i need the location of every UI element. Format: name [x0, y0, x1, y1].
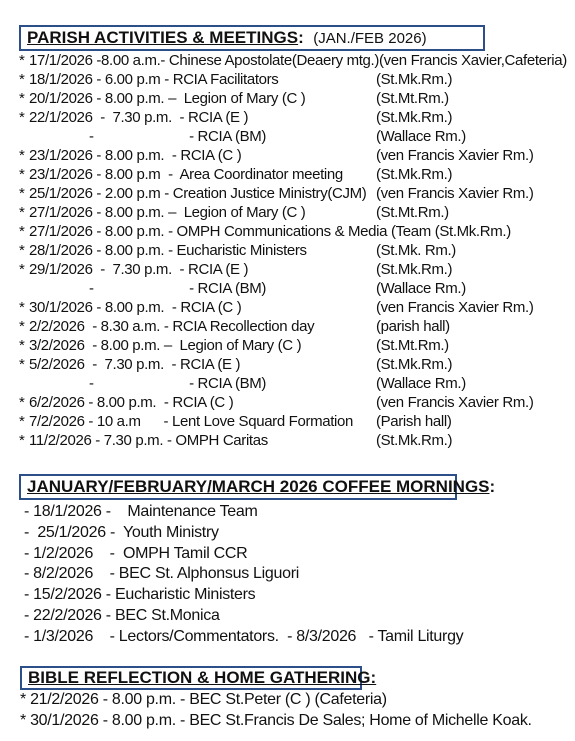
bible-reflection-header: [20, 666, 377, 690]
parish-activity-text: - - RCIA (BM): [89, 280, 267, 297]
parish-activity-room: (ven Francis Xavier Rm.): [376, 147, 534, 164]
bullet-marker: *: [19, 261, 25, 278]
parish-activity-room: (St.Mt.Rm.): [376, 90, 449, 107]
coffee-mornings-header: [19, 474, 496, 500]
bullet-marker: *: [19, 432, 25, 449]
coffee-morning-item: - 1/3/2026 - Lectors/Commentators. - 8/3/2026 - Tamil Liturgy: [24, 627, 464, 645]
parish-activity-room: (St.Mk.Rm.): [376, 432, 453, 449]
parish-activity-text: 17/1/2026 -8.00 a.m.- Chinese Apostolate(Deaery mtg.)(ven Francis Xavier,Cafeteria): [29, 52, 567, 69]
coffee-morning-item: - 15/2/2026 - Eucharistic Ministers: [24, 586, 256, 604]
parish-activity-text: 23/1/2026 - 8.00 p.m - Area Coordinator meeting: [29, 166, 343, 183]
parish-activity-text: 22/1/2026 - 7.30 p.m. - RCIA (E ): [29, 109, 249, 126]
parish-activity-text: 3/2/2026 - 8.00 p.m. – Legion of Mary (C ): [29, 337, 302, 354]
parish-activity-room: (St.Mk.Rm.): [376, 71, 453, 88]
parish-activity-room: (St.Mk.Rm.): [376, 166, 453, 183]
coffee-morning-item: - 1/2/2026 - OMPH Tamil CCR: [24, 544, 248, 562]
parish-activity-text: 27/1/2026 - 8.00 p.m. - OMPH Communications & Media (Team (St.Mk.Rm.): [29, 223, 511, 240]
parish-activity-text: 27/1/2026 - 8.00 p.m. – Legion of Mary (C ): [29, 204, 306, 221]
coffee-morning-item: - 8/2/2026 - BEC St. Alphonsus Liguori: [24, 565, 299, 583]
parish-activity-text: 29/1/2026 - 7.30 p.m. - RCIA (E ): [29, 261, 249, 278]
bullet-marker: *: [19, 394, 25, 411]
bullet-marker: *: [19, 204, 25, 221]
bible-reflection-item: * 21/2/2026 - 8.00 p.m. - BEC St.Peter (C ) (Cafeteria): [20, 691, 387, 708]
coffee-morning-item: - 22/2/2026 - BEC St.Monica: [24, 607, 220, 624]
parish-activity-room: (St.Mt.Rm.): [376, 337, 449, 354]
bullet-marker: *: [19, 166, 25, 183]
parish-activities-period: (JAN./FEB 2026): [313, 30, 427, 47]
bullet-marker: *: [19, 185, 25, 202]
parish-activity-room: (St.Mk.Rm.): [376, 261, 453, 278]
parish-activity-text: 18/1/2026 - 6.00 p.m - RCIA Facilitators: [29, 71, 279, 88]
parish-activity-room: (Wallace Rm.): [376, 375, 466, 392]
parish-activity-text: 28/1/2026 - 8.00 p.m. - Eucharistic Ministers: [29, 242, 307, 259]
bullet-marker: *: [19, 356, 25, 373]
coffee-morning-item: - 25/1/2026 - Youth Ministry: [24, 523, 219, 541]
parish-activity-room: (parish hall): [376, 318, 450, 335]
parish-activity-room: (St.Mt.Rm.): [376, 204, 449, 221]
bullet-marker: *: [19, 90, 25, 107]
parish-activity-text: - - RCIA (BM): [89, 375, 267, 392]
bullet-marker: *: [19, 71, 25, 88]
parish-activity-room: (St.Mk.Rm.): [376, 356, 453, 373]
parish-activity-text: 7/2/2026 - 10 a.m - Lent Love Squard Formation: [29, 413, 354, 430]
parish-activity-text: - - RCIA (BM): [89, 128, 267, 145]
parish-activity-text: 11/2/2026 - 7.30 p.m. - OMPH Caritas: [29, 432, 268, 449]
bullet-marker: *: [19, 413, 25, 430]
parish-activity-text: 30/1/2026 - 8.00 p.m. - RCIA (C ): [29, 299, 242, 316]
parish-activities-title: PARISH ACTIVITIES & MEETINGS: [27, 28, 299, 47]
coffee-mornings-title: JANUARY/FEBRUARY/MARCH 2026 COFFEE MORNINGS: [27, 477, 490, 496]
bullet-marker: *: [19, 337, 25, 354]
parish-title-colon: :: [298, 28, 304, 47]
parish-activity-room: (ven Francis Xavier Rm.): [376, 394, 534, 411]
parish-activity-text: 25/1/2026 - 2.00 p.m - Creation Justice Ministry(CJM): [29, 185, 367, 202]
parish-activity-room: (Wallace Rm.): [376, 128, 466, 145]
coffee-title-colon: :: [489, 477, 496, 496]
bullet-marker: *: [19, 318, 25, 335]
parish-activity-text: 5/2/2026 - 7.30 p.m. - RCIA (E ): [29, 356, 241, 373]
bullet-marker: *: [19, 242, 25, 259]
parish-activity-room: (St.Mk.Rm.): [376, 109, 453, 126]
parish-activity-room: (Parish hall): [376, 413, 452, 430]
parish-activities-header: [19, 25, 485, 51]
parish-activity-text: 20/1/2026 - 8.00 p.m. – Legion of Mary (C ): [29, 90, 306, 107]
parish-activity-text: 2/2/2026 - 8.30 a.m. - RCIA Recollection day: [29, 318, 315, 335]
parish-activity-text: 6/2/2026 - 8.00 p.m. - RCIA (C ): [29, 394, 234, 411]
coffee-morning-item: - 18/1/2026 - Maintenance Team: [24, 503, 258, 520]
parish-activity-room: (ven Francis Xavier Rm.): [376, 299, 534, 316]
bullet-marker: *: [19, 299, 25, 316]
bullet-marker: *: [19, 52, 25, 69]
bible-reflection-title: BIBLE REFLECTION & HOME GATHERING:: [28, 668, 377, 687]
parish-activity-room: (Wallace Rm.): [376, 280, 466, 297]
bullet-marker: *: [19, 109, 25, 126]
parish-activity-text: 23/1/2026 - 8.00 p.m. - RCIA (C ): [29, 147, 242, 164]
bullet-marker: *: [19, 147, 25, 164]
parish-activity-room: (ven Francis Xavier Rm.): [376, 185, 534, 202]
parish-activity-room: (St.Mk. Rm.): [376, 242, 456, 259]
bullet-marker: *: [19, 223, 25, 240]
bible-reflection-item: * 30/1/2026 - 8.00 p.m. - BEC St.Francis De Sales; Home of Michelle Koak.: [20, 711, 532, 729]
